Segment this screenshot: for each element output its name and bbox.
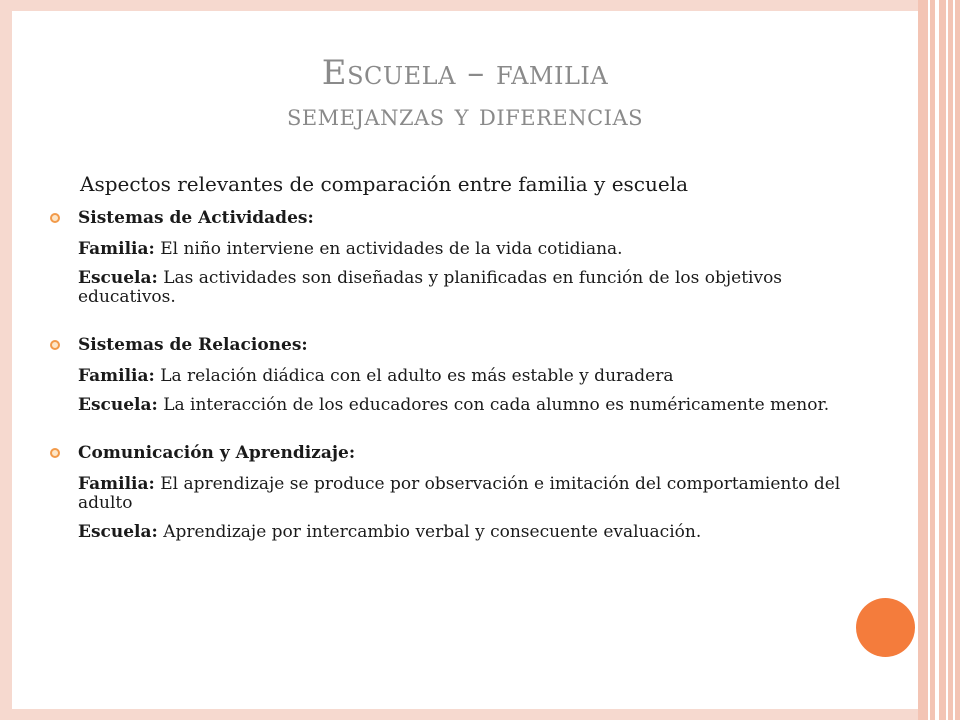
familia-text: La relación diádica con el adulto es más estable y duradera (154, 366, 674, 386)
familia-label: Familia: (78, 474, 155, 494)
accent-circle-decoration (856, 598, 915, 657)
escuela-label: Escuela: (78, 395, 158, 415)
frame-top-border (0, 0, 925, 11)
section-heading: Comunicación y Aprendizaje: (78, 443, 356, 463)
section-relaciones (78, 333, 878, 415)
bullet-icon (50, 448, 60, 458)
escuela-line (78, 523, 878, 542)
familia-line (78, 367, 878, 386)
title-line-1: Escuela – familia (321, 53, 609, 93)
familia-label: Familia: (78, 239, 155, 259)
section-heading: Sistemas de Actividades: (78, 208, 314, 228)
familia-line (78, 240, 878, 259)
section-comunicacion (78, 441, 878, 542)
frame-right-stripe (935, 0, 939, 720)
familia-label: Familia: (78, 366, 155, 386)
frame-right-stripe (953, 0, 955, 720)
frame-left-border (0, 0, 12, 720)
escuela-label: Escuela: (78, 522, 158, 542)
content-subtitle: Aspectos relevantes de comparación entre familia y escuela (80, 172, 689, 196)
escuela-text: Aprendizaje por intercambio verbal y consecuente evaluación. (157, 522, 702, 542)
escuela-line (78, 396, 878, 415)
escuela-label: Escuela: (78, 268, 158, 288)
escuela-text: Las actividades son diseñadas y planificadas en función de los objetivos educativos. (78, 268, 783, 307)
title-line-2: semejanzas y diferencias (286, 98, 644, 133)
section-heading: Sistemas de Relaciones: (78, 335, 308, 355)
escuela-line (78, 269, 878, 307)
escuela-text: La interacción de los educadores con cada alumno es numéricamente menor. (157, 395, 830, 415)
familia-line (78, 475, 878, 513)
familia-text: El aprendizaje se produce por observación e imitación del comportamiento del adulto (78, 474, 841, 513)
slide-content (78, 168, 878, 542)
frame-right-stripe (928, 0, 930, 720)
section-actividades (78, 206, 878, 307)
frame-bottom-border (0, 709, 925, 720)
familia-text: El niño interviene en actividades de la vida cotidiana. (154, 239, 623, 259)
bullet-icon (50, 340, 60, 350)
slide-title (12, 50, 918, 136)
frame-right-stripe (946, 0, 948, 720)
bullet-icon (50, 213, 60, 223)
